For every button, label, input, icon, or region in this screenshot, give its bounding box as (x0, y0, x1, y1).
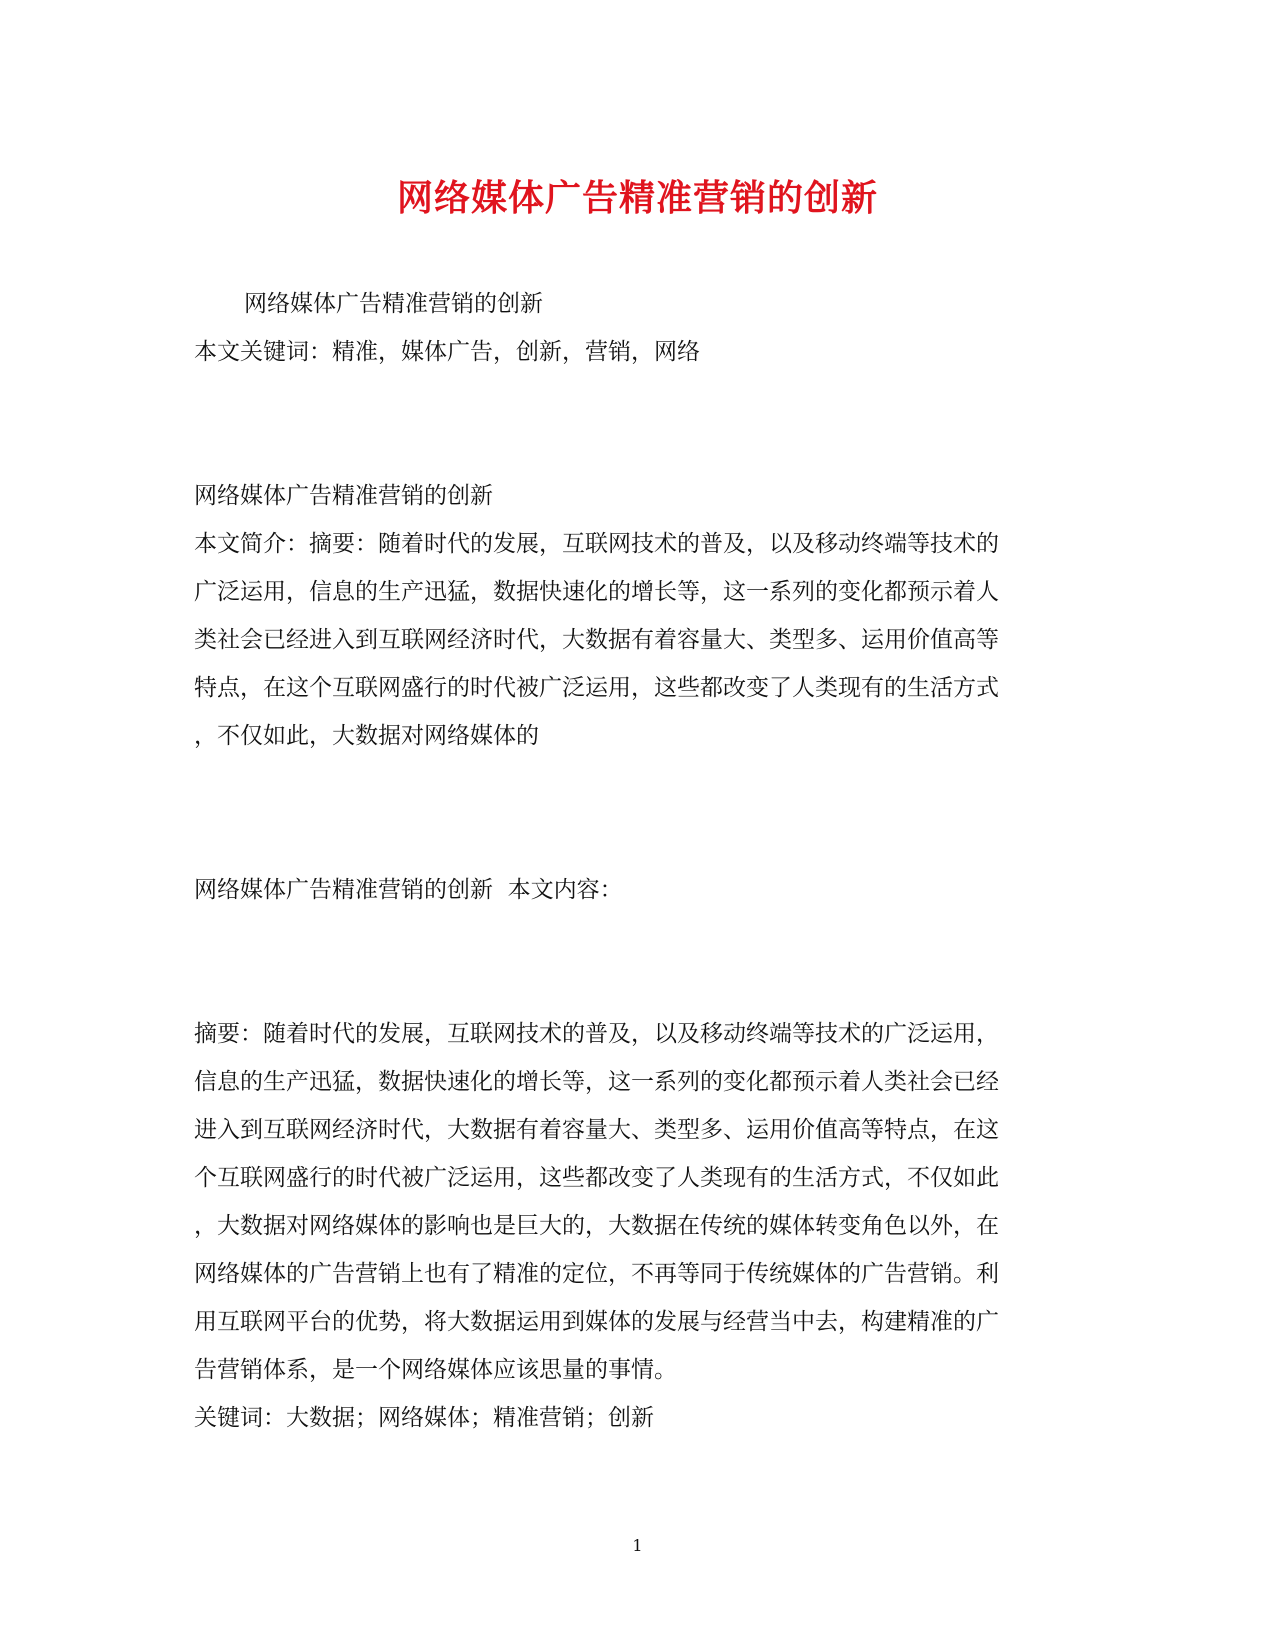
abstract-line: 进入到互联网经济时代，大数据有着容量大、类型多、运用价值高等特点，在这 (194, 1117, 999, 1143)
abstract-line: 告营销体系，是一个网络媒体应该思量的事情。 (194, 1357, 677, 1383)
summary-line: 特点，在这个互联网盛行的时代被广泛运用，这些都改变了人类现有的生活方式 (194, 675, 999, 701)
subtitle-line: 网络媒体广告精准营销的创新 (244, 291, 543, 317)
intro-block (194, 280, 1074, 376)
abstract-line: 信息的生产迅猛，数据快速化的增长等，这一系列的变化都预示着人类社会已经 (194, 1069, 999, 1095)
abstract-line: ，大数据对网络媒体的影响也是巨大的，大数据在传统的媒体转变角色以外，在 (194, 1213, 999, 1239)
abstract-line: 个互联网盛行的时代被广泛运用，这些都改变了人类现有的生活方式，不仅如此 (194, 1165, 999, 1191)
document-title: 网络媒体广告精准营销的创新 (396, 177, 878, 219)
abstract-line: 网络媒体的广告营销上也有了精准的定位，不再等同于传统媒体的广告营销。利 (194, 1261, 999, 1287)
abstract-block (194, 1010, 1074, 1442)
summary-block (194, 472, 1074, 760)
summary-line: 类社会已经进入到互联网经济时代，大数据有着容量大、类型多、运用价值高等 (194, 627, 999, 653)
abstract-keywords: 关键词：大数据；网络媒体；精准营销；创新 (194, 1405, 654, 1431)
content-heading-block (194, 866, 1074, 914)
summary-heading: 网络媒体广告精准营销的创新 (194, 483, 493, 509)
abstract-line: 用互联网平台的优势，将大数据运用到媒体的发展与经营当中去，构建精准的广 (194, 1309, 999, 1335)
summary-line: 广泛运用，信息的生产迅猛，数据快速化的增长等，这一系列的变化都预示着人 (194, 579, 999, 605)
content-heading: 网络媒体广告精准营销的创新 本文内容： (194, 877, 623, 903)
keywords-line: 本文关键词：精准，媒体广告，创新，营销，网络 (194, 339, 700, 365)
abstract-line: 摘要：随着时代的发展，互联网技术的普及，以及移动终端等技术的广泛运用， (194, 1021, 999, 1047)
summary-line: 本文简介：摘要：随着时代的发展，互联网技术的普及，以及移动终端等技术的 (194, 531, 999, 557)
summary-line: ，不仅如此，大数据对网络媒体的 (194, 723, 539, 749)
page-number: 1 (632, 1536, 643, 1555)
